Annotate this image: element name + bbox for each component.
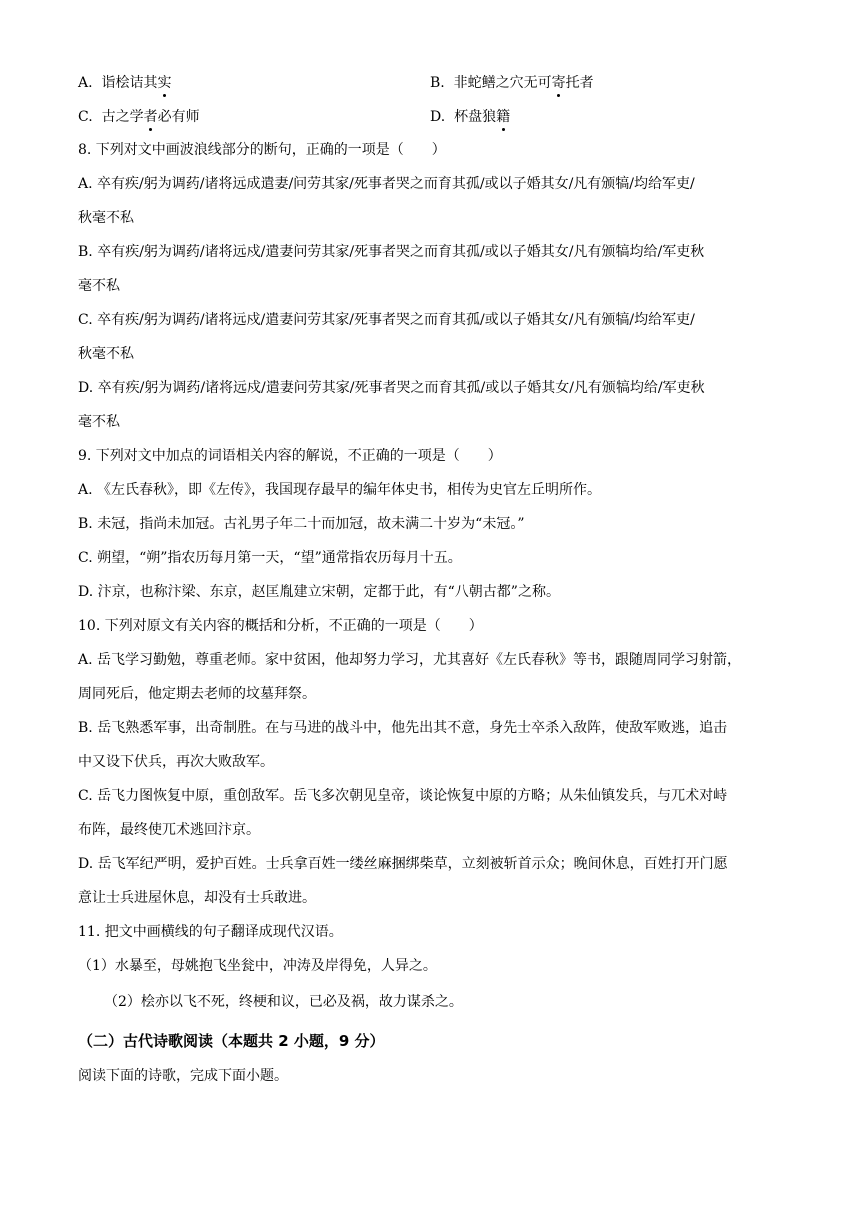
q8-option-a-line2: 秋毫不私 [78,210,134,226]
q11-sentence-1: （1）水暴至，母姚抱飞坐瓮中，冲涛及岸得免，人异之。 [78,958,437,974]
q7-option-a: A. 诣桧诘其实 [78,72,171,92]
q9-option-d: D. 汴京，也称汴梁、东京，赵匡胤建立宋朝，定都于此，有“八朝古都”之称。 [78,584,560,600]
q7-option-c: C. 古之学者必有师 [78,106,200,126]
q7-option-d: D. 杯盘狼籍 [430,106,510,126]
q8-option-c-line2: 秋毫不私 [78,346,134,362]
q7-option-b: B. 非蛇鳝之穴无可寄托者 [430,72,594,92]
q11-stem: 11. 把文中画横线的句子翻译成现代汉语。 [78,924,343,940]
q9-option-a: A. 《左氏春秋》，即《左传》，我国现存最早的编年体史书，相传为史官左丘明所作。 [78,482,602,498]
q8-stem: 8. 下列对文中画波浪线部分的断句，正确的一项是（ ） [78,142,446,158]
q10-option-b-line2: 中又设下伏兵，再次大败敌军。 [78,754,274,770]
q10-option-d-line2: 意让士兵进屋休息，却没有士兵敢进。 [78,890,316,906]
q10-option-d-line1: D. 岳飞军纪严明，爱护百姓。士兵拿百姓一缕丝麻捆绑柴草，立刻被斩首示众；晚间休息，百姓打开门愿 [78,856,728,872]
q8-option-d-line1: D. 卒有疾/躬为调药/诸将远戍/遣妻问劳其家/死事者哭之而育其孤/或以子婚其女/凡有颁犒均给/军吏秋 [78,380,705,396]
q10-option-c-line2: 布阵，最终使兀术逃回汴京。 [78,822,260,838]
section-intro: 阅读下面的诗歌，完成下面小题。 [78,1068,288,1084]
q8-option-b-line2: 毫不私 [78,278,120,294]
q10-stem: 10. 下列对原文有关内容的概括和分析，不正确的一项是（ ） [78,618,483,634]
q10-option-a-line2: 周同死后，他定期去老师的坟墓拜祭。 [78,686,316,702]
emphasized-char: 籍 [496,106,510,126]
q9-option-b: B. 未冠，指尚未加冠。古礼男子年二十而加冠，故未满二十岁为“未冠。” [78,516,525,532]
q8-option-a-line1: A. 卒有疾/躬为调药/诸将远成遣妻/问劳其家/死事者哭之而育其孤/或以子婚其女/凡有颁犒/均给军吏/ [78,176,695,192]
q9-stem: 9. 下列对文中加点的词语相关内容的解说，不正确的一项是（ ） [78,448,502,464]
emphasized-char: 寄 [552,72,566,92]
q8-option-b-line1: B. 卒有疾/躬为调药/诸将远戍/遣妻问劳其家/死事者哭之而育其孤/或以子婚其女/凡有颁犒均给/军吏秋 [78,244,705,260]
emphasized-char: 者 [144,106,158,126]
section-heading: （二）古代诗歌阅读（本题共 2 小题，9 分） [78,1032,385,1050]
q10-option-a-line1: A. 岳飞学习勤勉，尊重老师。家中贫困，他却努力学习，尤其喜好《左氏春秋》等书，跟随周同学习射箭， [78,652,742,668]
q8-option-d-line2: 毫不私 [78,414,120,430]
q10-option-c-line1: C. 岳飞力图恢复中原，重创敌军。岳飞多次朝见皇帝，谈论恢复中原的方略；从朱仙镇发兵，与兀术对峙 [78,788,728,804]
emphasized-char: 实 [157,72,171,92]
q8-option-c-line1: C. 卒有疾/躬为调药/诸将远戍/遣妻问劳其家/死事者哭之而育其孤/或以子婚其女/凡有颁犒/均给军吏/ [78,312,695,328]
q10-option-b-line1: B. 岳飞熟悉军事，出奇制胜。在与马进的战斗中，他先出其不意，身先士卒杀入敌阵，使敌军败逃，追击 [78,720,728,736]
q11-sentence-2: （2）桧亦以飞不死，终梗和议，已必及祸，故力谋杀之。 [104,994,463,1010]
q9-option-c: C. 朔望，“朔”指农历每月第一天，“望”通常指农历每月十五。 [78,550,462,566]
